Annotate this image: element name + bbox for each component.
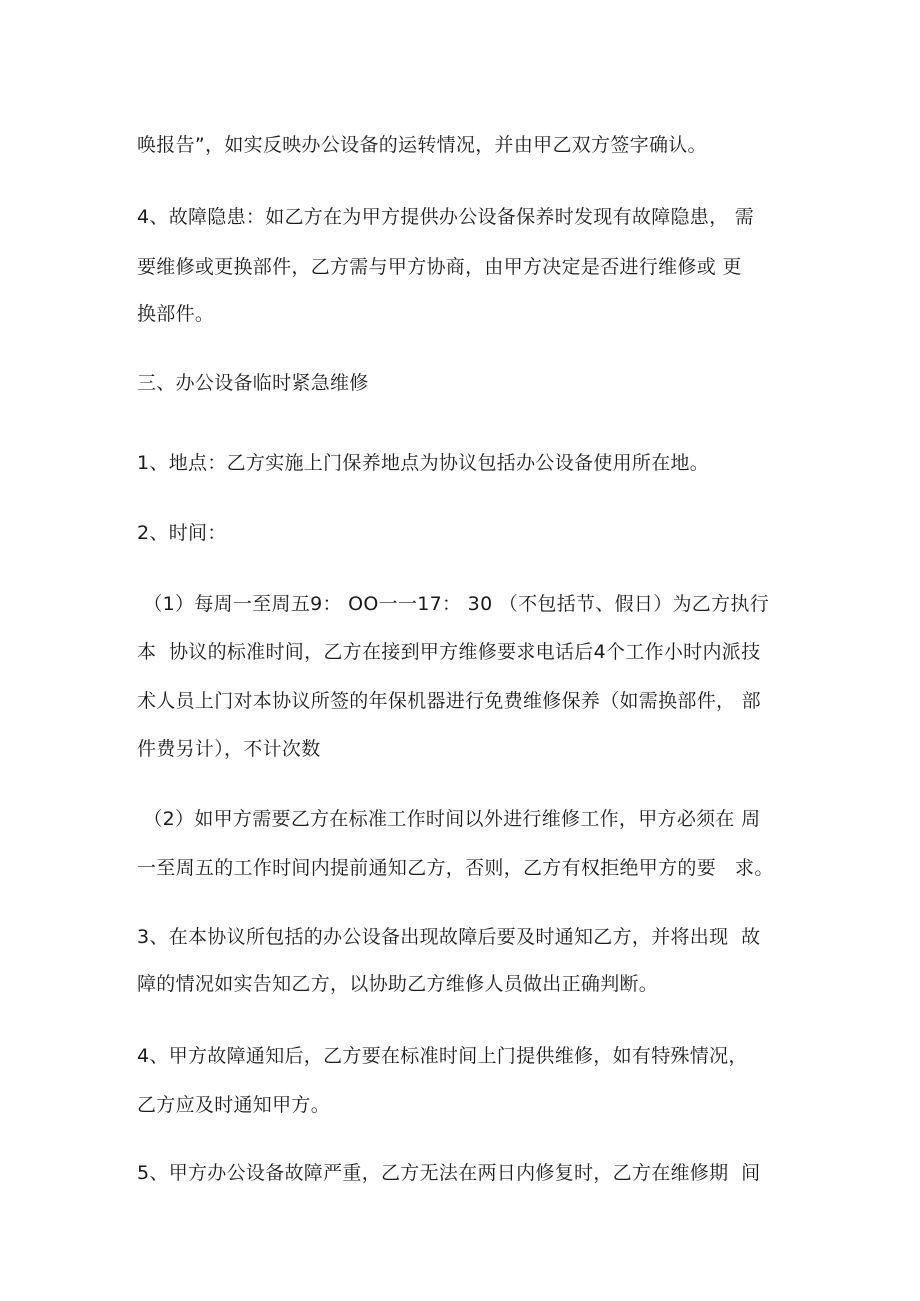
section-heading: 三、办公设备临时紧急维修 [137,372,369,394]
text-line: 唤报告”，如实反映办公设备的运转情况，并由甲乙双方签字确认。 [137,134,707,156]
text-line: 术人员上门对本协议所签的年保机器进行免费维修保养（如需换部件， 部 [137,690,761,712]
text-line: 3、在本协议所包括的办公设备出现故障后要及时通知乙方，并将出现 故 [137,926,761,948]
text-line: 换部件。 [137,303,215,325]
text-line: 1、地点：乙方实施上门保养地点为协议包括办公设备使用所在地。 [137,452,710,474]
text-line: 本 协议的标准时间，乙方在接到甲方维修要求电话后4个工作小时内派技 [137,641,761,663]
text-line: 一至周五的工作时间内提前通知乙方，否则，乙方有权拒绝甲方的要 求。 [137,857,774,879]
text-line: 2、时间： [137,522,227,544]
text-line: 4、故障隐患：如乙方在为甲方提供办公设备保养时发现有故障隐患， 需 [137,206,755,228]
text-line: 乙方应及时通知甲方。 [137,1094,331,1116]
text-line: 障的情况如实告知乙方，以协助乙方维修人员做出正确判断。 [137,973,659,995]
text-line: 要维修或更换部件，乙方需与甲方协商，由甲方决定是否进行维修或 更 [137,256,742,278]
text-line: （2）如甲方需要乙方在标准工作时间以外进行维修工作，甲方必须在 周 [137,808,761,830]
text-line: （1）每周一至周五9： OO一一17： 30 （不包括节、假日）为乙方执行 [137,593,769,615]
text-line: 4、甲方故障通知后，乙方要在标准时间上门提供维修，如有特殊情况， [137,1045,748,1067]
text-line: 件费另计），不计次数 [137,738,321,760]
text-line: 5、甲方办公设备故障严重，乙方无法在两日内修复时，乙方在维修期 间 [137,1162,761,1184]
